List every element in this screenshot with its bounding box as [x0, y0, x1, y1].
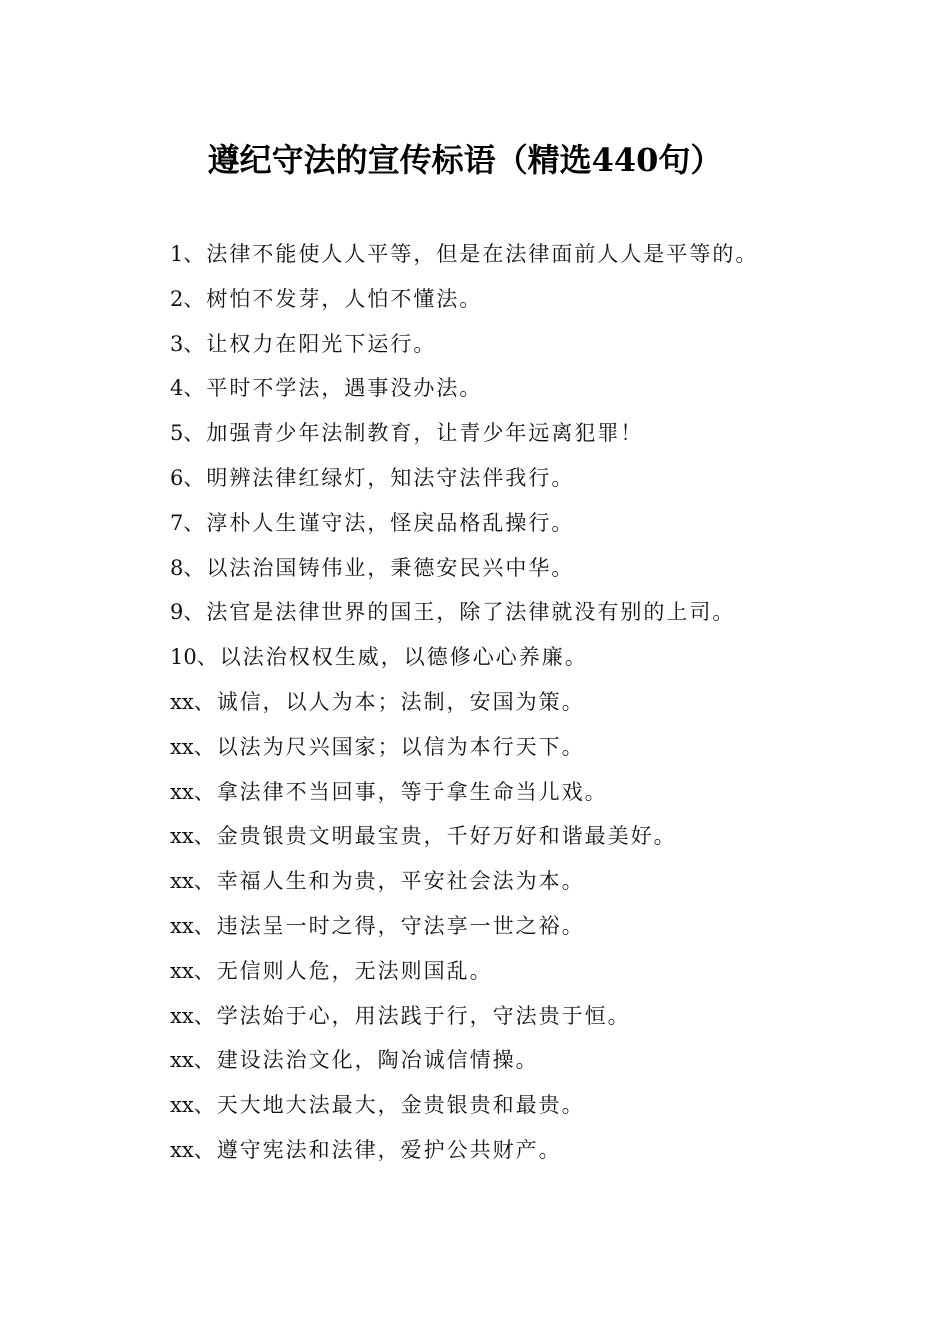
item-separator: 、 — [193, 824, 217, 849]
item-number: 10 — [170, 645, 197, 670]
slogan-list — [170, 232, 890, 1173]
item-separator: 、 — [193, 734, 217, 759]
item-separator: 、 — [193, 958, 217, 983]
item-separator: 、 — [193, 1093, 217, 1118]
item-text: 法律不能使人人平等，但是在法律面前人人是平等的。 — [206, 242, 759, 266]
item-text: 拿法律不当回事，等于拿生命当儿戏。 — [216, 779, 608, 804]
item-number: 6 — [170, 465, 184, 490]
item-text: 以法治权权生威，以德修心心养廉。 — [219, 645, 588, 670]
list-item — [170, 366, 890, 411]
list-item — [170, 501, 890, 546]
list-item — [170, 949, 890, 994]
item-number: 2 — [170, 286, 184, 311]
item-separator: 、 — [183, 600, 207, 625]
item-separator: 、 — [183, 510, 207, 535]
item-text: 加强青少年法制教育，让青少年远离犯罪！ — [206, 421, 644, 446]
item-separator: 、 — [183, 242, 207, 266]
list-item — [170, 904, 890, 949]
list-item — [170, 725, 890, 770]
item-text: 无信则人危，无法则国乱。 — [216, 958, 493, 983]
item-separator: 、 — [196, 645, 220, 670]
item-text: 金贵银贵文明最宝贵，千好万好和谐最美好。 — [216, 824, 677, 849]
list-item — [170, 994, 890, 1039]
item-separator: 、 — [193, 779, 217, 804]
list-item — [170, 635, 890, 680]
item-number: xx — [170, 869, 194, 894]
item-separator: 、 — [193, 1003, 217, 1028]
item-number: 3 — [170, 331, 184, 356]
item-text: 学法始于心，用法践于行，守法贵于恒。 — [216, 1003, 631, 1028]
item-number: xx — [170, 689, 194, 714]
item-text: 建设法治文化，陶冶诚信情操。 — [216, 1048, 539, 1073]
item-number: 5 — [170, 421, 184, 446]
item-number: xx — [170, 958, 194, 983]
item-number: xx — [170, 1137, 194, 1162]
item-number: 1 — [170, 242, 184, 266]
item-separator: 、 — [193, 869, 217, 894]
item-separator: 、 — [193, 689, 217, 714]
item-number: xx — [170, 913, 194, 938]
item-number: xx — [170, 1003, 194, 1028]
item-separator: 、 — [183, 465, 207, 490]
item-text: 平时不学法，遇事没办法。 — [206, 376, 483, 401]
item-text: 淳朴人生谨守法，怪戾品格乱操行。 — [206, 510, 575, 535]
list-item — [170, 680, 890, 725]
item-number: 8 — [170, 555, 184, 580]
list-item — [170, 1083, 890, 1128]
item-text: 法官是法律世界的国王，除了法律就没有别的上司。 — [206, 600, 736, 625]
list-item — [170, 456, 890, 501]
list-item — [170, 1128, 890, 1173]
item-text: 幸福人生和为贵，平安社会法为本。 — [216, 869, 585, 894]
item-number: xx — [170, 1093, 194, 1118]
item-number: xx — [170, 824, 194, 849]
list-item — [170, 859, 890, 904]
item-separator: 、 — [193, 1048, 217, 1073]
item-text: 树怕不发芽，人怕不懂法。 — [206, 286, 483, 311]
item-text: 天大地大法最大，金贵银贵和最贵。 — [216, 1093, 585, 1118]
item-text: 违法呈一时之得，守法享一世之裕。 — [216, 913, 585, 938]
list-item — [170, 1038, 890, 1083]
item-text: 以法为尺兴国家；以信为本行天下。 — [216, 734, 585, 759]
item-separator: 、 — [183, 331, 207, 356]
list-item — [170, 590, 890, 635]
list-item — [170, 277, 890, 322]
item-separator: 、 — [183, 286, 207, 311]
item-separator: 、 — [183, 555, 207, 580]
item-separator: 、 — [183, 376, 207, 401]
item-number: xx — [170, 779, 194, 804]
item-number: 7 — [170, 510, 184, 535]
page-title: 遵纪守法的宣传标语（精选440句） — [207, 141, 723, 179]
list-item — [170, 770, 890, 815]
item-text: 以法治国铸伟业，秉德安民兴中华。 — [206, 555, 575, 580]
list-item — [170, 232, 890, 277]
item-separator: 、 — [193, 913, 217, 938]
list-item — [170, 814, 890, 859]
item-text: 遵守宪法和法律，爱护公共财产。 — [216, 1137, 562, 1162]
item-text: 让权力在阳光下运行。 — [206, 331, 437, 356]
item-number: xx — [170, 1048, 194, 1073]
item-number: 9 — [170, 600, 184, 625]
item-separator: 、 — [193, 1137, 217, 1162]
list-item — [170, 411, 890, 456]
list-item — [170, 546, 890, 591]
item-separator: 、 — [183, 421, 207, 446]
item-number: 4 — [170, 376, 184, 401]
list-item — [170, 322, 890, 367]
item-text: 诚信，以人为本；法制，安国为策。 — [216, 689, 585, 714]
item-text: 明辨法律红绿灯，知法守法伴我行。 — [206, 465, 575, 490]
item-number: xx — [170, 734, 194, 759]
